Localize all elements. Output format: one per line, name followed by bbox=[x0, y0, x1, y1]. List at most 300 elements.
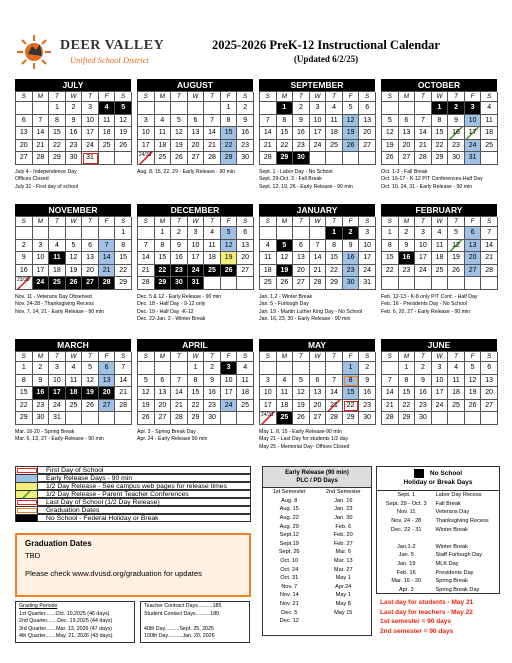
early-release-row bbox=[263, 540, 371, 549]
legend-label: First Day of School bbox=[46, 466, 104, 474]
day-cell: 2 bbox=[237, 102, 254, 115]
early-release-date: Sept.19 bbox=[279, 540, 299, 547]
day-header: T bbox=[448, 92, 465, 102]
day-cell: 6 bbox=[188, 115, 205, 128]
day-cell: 28 bbox=[115, 400, 132, 413]
day-cell: 24 bbox=[82, 140, 99, 153]
day-header: S bbox=[382, 92, 399, 102]
grading-row: 3rd Quarter.......Mar. 13, 2026 (47 days) bbox=[19, 625, 113, 632]
month-notes bbox=[259, 169, 375, 205]
day-cell: 19 bbox=[221, 252, 238, 265]
no-school-reason: MLK Day bbox=[435, 561, 459, 568]
contract-row bbox=[144, 618, 246, 626]
day-header: T bbox=[293, 92, 310, 102]
month-row bbox=[15, 339, 497, 465]
day-cell: 25 bbox=[448, 400, 465, 413]
no-school-table bbox=[376, 466, 500, 594]
day-cell: 3 bbox=[415, 227, 432, 240]
day-cell: 17 bbox=[359, 252, 376, 265]
day-header: S bbox=[481, 217, 498, 227]
day-cell: 27 bbox=[82, 277, 99, 290]
legend-label: 1/2 Day Release - See campus web pages for release times bbox=[46, 482, 227, 490]
day-cell: 6 bbox=[237, 227, 254, 240]
day-cell: 13 bbox=[359, 115, 376, 128]
day-header: S bbox=[359, 92, 376, 102]
day-cell: 13 bbox=[237, 240, 254, 253]
day-cell: 15 bbox=[326, 252, 343, 265]
day-cell: 5 bbox=[221, 227, 238, 240]
day-cell: 30 bbox=[204, 412, 221, 425]
day-cell: 27 bbox=[16, 152, 33, 165]
day-header: M bbox=[33, 92, 50, 102]
day-cell: 6 bbox=[82, 240, 99, 253]
month-notes bbox=[259, 294, 375, 330]
day-cell: 1 bbox=[343, 362, 360, 375]
day-header: M bbox=[277, 217, 294, 227]
no-school-reason: Spring Break bbox=[435, 578, 468, 585]
day-cell: 15 bbox=[399, 387, 416, 400]
grading-row: 2nd Quarter.......Dec. 19,2025 (44 days) bbox=[19, 618, 113, 624]
day-cell: 9 bbox=[343, 240, 360, 253]
legend-item bbox=[15, 482, 251, 490]
day-cell: 15 bbox=[382, 252, 399, 265]
day-cell bbox=[49, 227, 66, 240]
day-cell: 21 bbox=[115, 387, 132, 400]
day-cell: 9 bbox=[237, 115, 254, 128]
day-cell: 7 bbox=[481, 227, 498, 240]
day-cell: 8 bbox=[115, 240, 132, 253]
day-header: S bbox=[16, 352, 33, 362]
day-cell: 26 bbox=[293, 412, 310, 425]
day-cell: 5 bbox=[115, 102, 132, 115]
day-header: F bbox=[99, 352, 116, 362]
day-cell: 4 bbox=[49, 240, 66, 253]
day-cell: 6 bbox=[16, 115, 33, 128]
month-april bbox=[137, 339, 253, 465]
day-cell: 25 bbox=[49, 277, 66, 290]
early-release-date: Sept. 26 bbox=[278, 549, 300, 556]
contract-days bbox=[140, 601, 250, 643]
graduation-tbd: TBD bbox=[25, 551, 41, 560]
early-release-date: Jan. 16 bbox=[334, 497, 353, 504]
contract-row: Teacher Contract Days..........185 bbox=[144, 603, 222, 609]
day-cell: 11 bbox=[277, 387, 294, 400]
day-cell: 1 bbox=[115, 227, 132, 240]
day-cell: 10 bbox=[49, 375, 66, 388]
day-cell: 3 bbox=[465, 102, 482, 115]
month-notes bbox=[381, 294, 497, 330]
day-header: S bbox=[237, 217, 254, 227]
last-day-line: 1st semester = 90 days bbox=[380, 618, 452, 625]
day-cell: 10 bbox=[138, 127, 155, 140]
no-school-row bbox=[377, 551, 499, 560]
early-release-date: May 1 bbox=[335, 592, 351, 599]
day-cell: 9 bbox=[204, 375, 221, 388]
legend-item bbox=[15, 466, 251, 474]
day-cell: 26 bbox=[448, 265, 465, 278]
updated-date: (Updated 6/2/25) bbox=[293, 54, 359, 64]
day-cell: 25 bbox=[204, 265, 221, 278]
day-cell: 30 bbox=[343, 277, 360, 290]
note-line: Jan. 19 - Martin Luther King Day - No School bbox=[259, 308, 363, 315]
day-cell: 6 bbox=[310, 375, 327, 388]
day-cell: 15 bbox=[277, 127, 294, 140]
day-cell: 15 bbox=[188, 387, 205, 400]
day-cell: 7 bbox=[138, 240, 155, 253]
day-header: T bbox=[49, 92, 66, 102]
no-school-row bbox=[377, 508, 499, 517]
day-cell: 15 bbox=[16, 387, 33, 400]
month-grid bbox=[137, 351, 253, 425]
day-header: S bbox=[16, 217, 33, 227]
day-cell: 1 bbox=[277, 102, 294, 115]
legend-swatch bbox=[16, 507, 38, 514]
day-cell: 14 bbox=[310, 252, 327, 265]
day-cell: 16 bbox=[448, 127, 465, 140]
day-cell: 28 bbox=[204, 152, 221, 165]
note-line: May 1, 8, 15 - Early Release-90 min bbox=[259, 428, 342, 435]
day-cell: 6 bbox=[99, 362, 116, 375]
day-cell: 23 bbox=[343, 265, 360, 278]
early-release-date: Oct. 24 bbox=[280, 566, 299, 573]
no-school-reason: Labor Day Recess bbox=[435, 492, 482, 499]
day-cell: 20 bbox=[99, 387, 116, 400]
day-cell: 7 bbox=[310, 240, 327, 253]
day-cell: 3 bbox=[432, 362, 449, 375]
note-line: Nov. 7, 14, 21 - Early Release - 90 min bbox=[15, 308, 104, 315]
day-cell: 15 bbox=[343, 387, 360, 400]
day-cell: 1 bbox=[399, 362, 416, 375]
day-cell: 17 bbox=[138, 140, 155, 153]
day-header: T bbox=[171, 217, 188, 227]
day-cell: 21 bbox=[326, 400, 343, 413]
day-cell bbox=[415, 102, 432, 115]
day-cell: 31 bbox=[359, 277, 376, 290]
day-cell bbox=[481, 152, 498, 165]
graduation-title: Graduation Dates bbox=[25, 539, 92, 548]
day-cell: 11 bbox=[155, 127, 172, 140]
day-header: T bbox=[326, 217, 343, 227]
day-cell: 30 bbox=[33, 412, 50, 425]
day-cell: 9 bbox=[415, 375, 432, 388]
day-cell: 19 bbox=[343, 127, 360, 140]
day-cell: 5 bbox=[448, 227, 465, 240]
day-cell: 10 bbox=[415, 240, 432, 253]
note-line: Oct. 16-17 - K-12 P/T Conferences-Half Day bbox=[381, 176, 483, 183]
note-line: Apr. 24 - Early Release 90 min bbox=[137, 436, 208, 443]
day-cell: 3 bbox=[49, 362, 66, 375]
month-august bbox=[137, 79, 253, 205]
day-cell: 21 bbox=[481, 252, 498, 265]
day-cell: 12 bbox=[171, 127, 188, 140]
note-line: Dec. 22-Jan. 2 - Winter Break bbox=[137, 316, 206, 323]
last-day-line: 2nd semester = 90 days bbox=[380, 627, 454, 635]
day-cell: 2 bbox=[33, 362, 50, 375]
early-release-date: Aug. 29 bbox=[279, 523, 299, 530]
day-cell: 16 bbox=[16, 265, 33, 278]
day-header: T bbox=[293, 217, 310, 227]
day-cell: 4 bbox=[326, 102, 343, 115]
day-cell bbox=[359, 152, 376, 165]
day-cell: 26 bbox=[138, 412, 155, 425]
day-cell: 26 bbox=[465, 400, 482, 413]
day-header: S bbox=[237, 352, 254, 362]
day-cell: 24/31 bbox=[260, 412, 277, 425]
day-cell bbox=[382, 277, 399, 290]
day-cell: 1 bbox=[432, 102, 449, 115]
early-release-row bbox=[263, 522, 371, 531]
month-october bbox=[381, 79, 497, 205]
day-cell: 26 bbox=[171, 152, 188, 165]
no-school-row bbox=[377, 577, 499, 586]
early-release-date: May 15 bbox=[334, 609, 353, 616]
day-cell bbox=[155, 362, 172, 375]
day-header: T bbox=[49, 217, 66, 227]
month-february bbox=[381, 204, 497, 330]
legend-swatch bbox=[16, 515, 38, 522]
day-cell: 11 bbox=[49, 252, 66, 265]
month-name: DECEMBER bbox=[137, 204, 253, 216]
day-cell: 22 bbox=[343, 400, 360, 413]
no-school-swatch bbox=[414, 469, 424, 478]
month-name: SEPTEMBER bbox=[259, 79, 375, 91]
day-cell bbox=[310, 362, 327, 375]
month-name: MAY bbox=[259, 339, 375, 351]
day-header: S bbox=[237, 92, 254, 102]
day-cell: 4 bbox=[277, 375, 294, 388]
day-cell: 2 bbox=[16, 240, 33, 253]
day-cell: 18 bbox=[66, 387, 83, 400]
day-cell: 8 bbox=[432, 115, 449, 128]
day-cell: 11 bbox=[237, 375, 254, 388]
month-name: JULY bbox=[15, 79, 131, 91]
day-cell: 16 bbox=[399, 252, 416, 265]
month-name: FEBRUARY bbox=[381, 204, 497, 216]
early-release-date: Feb. 6 bbox=[335, 523, 352, 530]
day-cell: 1 bbox=[155, 227, 172, 240]
day-cell: 16 bbox=[343, 252, 360, 265]
day-cell: 27 bbox=[465, 265, 482, 278]
grading-row: 4th Quarter.......May. 21, 2026 (43 days) bbox=[19, 633, 113, 639]
day-cell: 24 bbox=[465, 140, 482, 153]
day-cell: 19 bbox=[293, 400, 310, 413]
day-cell: 14 bbox=[382, 387, 399, 400]
day-cell: 10 bbox=[465, 115, 482, 128]
month-notes bbox=[15, 429, 131, 465]
day-cell: 12 bbox=[82, 375, 99, 388]
day-cell: 26 bbox=[343, 140, 360, 153]
early-release-date: Feb. 20 bbox=[333, 532, 353, 539]
day-cell: 14 bbox=[138, 252, 155, 265]
day-header: M bbox=[155, 352, 172, 362]
day-cell: 17 bbox=[221, 387, 238, 400]
day-cell: 14 bbox=[260, 127, 277, 140]
no-school-date: Nov. 24 - 28 bbox=[391, 518, 422, 525]
note-line: Feb. 12-13 - K-8 only P/T Conf. - Half Day bbox=[381, 293, 478, 300]
month-grid bbox=[15, 91, 131, 165]
day-cell: 14 bbox=[326, 387, 343, 400]
day-cell bbox=[481, 412, 498, 425]
day-cell bbox=[16, 102, 33, 115]
day-cell: 9 bbox=[171, 240, 188, 253]
day-cell: 28 bbox=[260, 152, 277, 165]
early-release-date: May 8 bbox=[335, 601, 351, 608]
day-cell: 19 bbox=[277, 265, 294, 278]
day-cell: 18 bbox=[260, 265, 277, 278]
day-header: W bbox=[432, 352, 449, 362]
early-release-row bbox=[263, 617, 371, 626]
day-cell bbox=[260, 102, 277, 115]
day-cell: 9 bbox=[399, 240, 416, 253]
day-cell: 20 bbox=[16, 140, 33, 153]
day-cell bbox=[138, 362, 155, 375]
no-school-date: Sept. 29 - Oct. 3 bbox=[385, 500, 427, 507]
no-school-date: Mar. 16 - 20 bbox=[391, 578, 422, 585]
month-grid bbox=[259, 216, 375, 290]
day-header: S bbox=[16, 92, 33, 102]
no-school-reason: Winter Break bbox=[435, 543, 468, 550]
no-school-reason: Veterans Day bbox=[435, 509, 470, 516]
day-cell: 30 bbox=[293, 152, 310, 165]
no-school-subtitle: Holiday or Break Days bbox=[403, 479, 473, 486]
day-header: W bbox=[188, 352, 205, 362]
day-cell: 29 bbox=[188, 412, 205, 425]
day-cell: 19 bbox=[448, 252, 465, 265]
day-cell: 3 bbox=[138, 115, 155, 128]
day-cell: 29 bbox=[326, 277, 343, 290]
day-header: T bbox=[415, 217, 432, 227]
district-logo bbox=[10, 30, 180, 76]
day-header: F bbox=[221, 92, 238, 102]
day-cell: 5 bbox=[82, 362, 99, 375]
day-cell: 13 bbox=[16, 127, 33, 140]
day-cell: 21 bbox=[33, 140, 50, 153]
day-cell: 8 bbox=[155, 240, 172, 253]
day-cell: 8 bbox=[16, 375, 33, 388]
page-title: 2025-2026 PreK-12 Instructional Calendar bbox=[212, 38, 440, 52]
day-header: S bbox=[481, 352, 498, 362]
day-cell: 16 bbox=[33, 387, 50, 400]
day-cell: 27 bbox=[359, 140, 376, 153]
day-cell: 22 bbox=[115, 265, 132, 278]
day-cell: 19 bbox=[138, 400, 155, 413]
no-school-date: Sept. 1 bbox=[397, 492, 416, 499]
month-grid bbox=[15, 216, 131, 290]
day-cell: 23 bbox=[237, 140, 254, 153]
day-cell: 13 bbox=[99, 375, 116, 388]
day-cell: 29 bbox=[277, 152, 294, 165]
day-cell bbox=[382, 362, 399, 375]
day-cell: 23 bbox=[33, 400, 50, 413]
day-cell: 4 bbox=[432, 227, 449, 240]
grading-row: 1st Quarter.......Oct. 10,2025 (46 days) bbox=[19, 610, 110, 617]
day-header: W bbox=[310, 217, 327, 227]
day-cell bbox=[237, 412, 254, 425]
month-name: MARCH bbox=[15, 339, 131, 351]
day-cell: 11 bbox=[432, 240, 449, 253]
day-cell: 2 bbox=[415, 362, 432, 375]
day-cell: 6 bbox=[481, 362, 498, 375]
day-cell: 7 bbox=[33, 115, 50, 128]
legend-item bbox=[15, 498, 251, 506]
no-school-row bbox=[377, 560, 499, 569]
day-header: M bbox=[399, 92, 416, 102]
day-header: F bbox=[99, 217, 116, 227]
day-cell: 23/30 bbox=[16, 277, 33, 290]
no-school-row bbox=[377, 525, 499, 534]
day-header: W bbox=[432, 217, 449, 227]
day-cell bbox=[310, 152, 327, 165]
day-cell bbox=[82, 227, 99, 240]
day-header: T bbox=[82, 352, 99, 362]
day-cell: 5 bbox=[343, 102, 360, 115]
day-cell: 4 bbox=[204, 227, 221, 240]
no-school-date: Apr. 3 bbox=[398, 586, 414, 593]
day-cell: 2 bbox=[293, 102, 310, 115]
month-grid bbox=[381, 351, 497, 425]
day-cell: 28 bbox=[33, 152, 50, 165]
day-header: S bbox=[260, 217, 277, 227]
day-cell: 23 bbox=[448, 140, 465, 153]
day-cell: 14 bbox=[171, 387, 188, 400]
note-line: Apr. 3 - Spring Break Day bbox=[137, 428, 196, 435]
month-grid bbox=[137, 91, 253, 165]
grading-periods bbox=[15, 601, 135, 643]
month-notes bbox=[137, 169, 253, 205]
day-cell: 16 bbox=[204, 387, 221, 400]
day-cell: 19 bbox=[66, 265, 83, 278]
legend-swatch bbox=[16, 467, 38, 474]
day-cell: 21 bbox=[415, 140, 432, 153]
contract-row: 40th Day..........Sept. 25, 2025 bbox=[144, 625, 214, 632]
day-cell bbox=[293, 362, 310, 375]
early-release-row bbox=[263, 600, 371, 609]
day-cell: 18 bbox=[326, 127, 343, 140]
early-release-row bbox=[263, 591, 371, 600]
day-cell bbox=[138, 227, 155, 240]
early-release-row bbox=[263, 565, 371, 574]
note-line: Sept. 1 - Labor Day - No School bbox=[259, 168, 333, 175]
day-cell: 3 bbox=[82, 102, 99, 115]
day-cell: 17 bbox=[49, 387, 66, 400]
early-release-date: Feb. 27 bbox=[333, 540, 353, 547]
day-cell: 2 bbox=[399, 227, 416, 240]
early-release-date: Apr.24 bbox=[335, 583, 352, 590]
day-header: S bbox=[359, 217, 376, 227]
day-header: S bbox=[138, 352, 155, 362]
month-may bbox=[259, 339, 375, 465]
day-header: T bbox=[448, 352, 465, 362]
day-cell: 4 bbox=[260, 240, 277, 253]
day-cell: 28 bbox=[481, 265, 498, 278]
day-header: W bbox=[310, 92, 327, 102]
day-cell bbox=[16, 227, 33, 240]
day-cell bbox=[138, 102, 155, 115]
day-cell: 27 bbox=[99, 400, 116, 413]
no-school-reason: Presidents Day bbox=[435, 569, 474, 576]
day-cell: 22 bbox=[277, 140, 294, 153]
day-cell: 30 bbox=[448, 152, 465, 165]
day-cell: 12 bbox=[293, 387, 310, 400]
day-cell: 19 bbox=[465, 387, 482, 400]
no-school-row bbox=[377, 500, 499, 509]
early-release-date: Mar. 6 bbox=[335, 549, 352, 556]
day-header: M bbox=[399, 217, 416, 227]
note-line: Nov. 24-28 - Thanksgiving Recess bbox=[15, 301, 94, 308]
day-header: T bbox=[171, 352, 188, 362]
day-cell: 2 bbox=[343, 227, 360, 240]
day-header: W bbox=[66, 217, 83, 227]
